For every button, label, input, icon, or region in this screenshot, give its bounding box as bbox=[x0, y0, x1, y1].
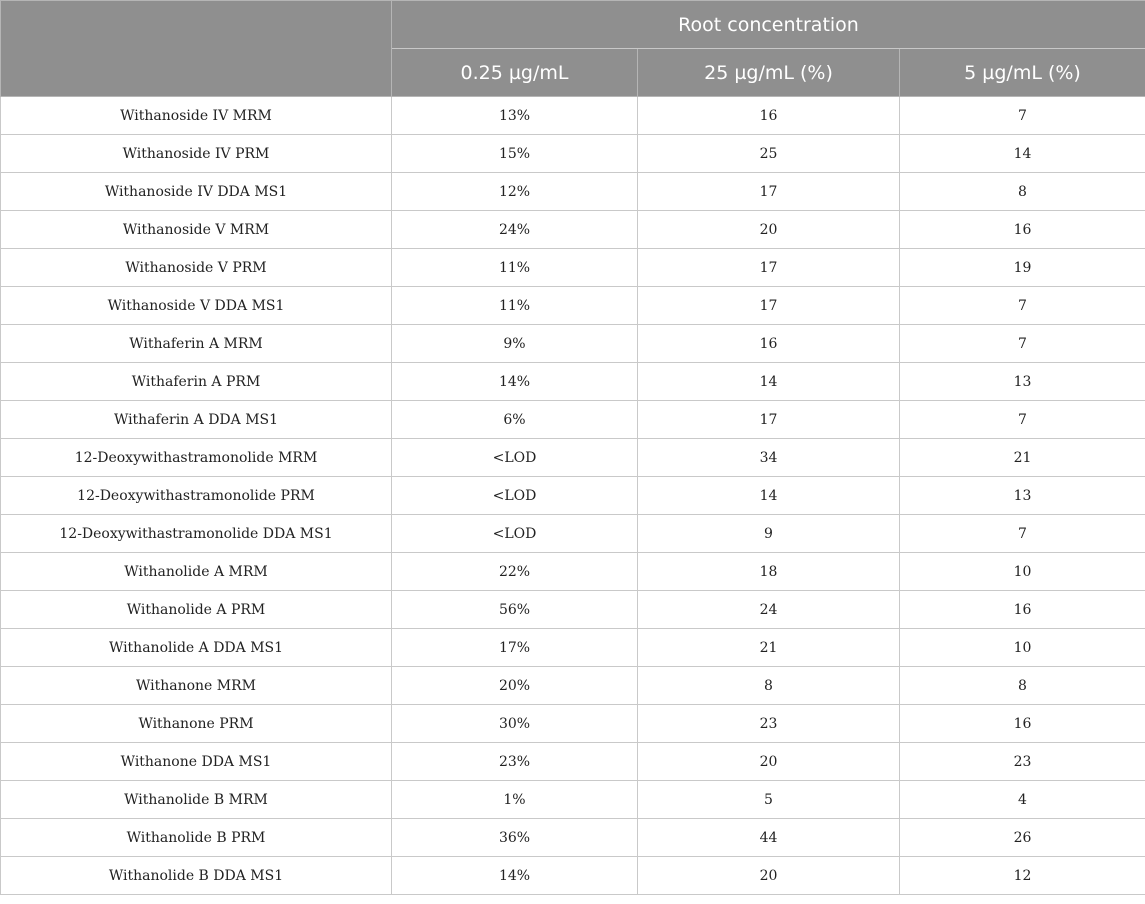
value-25-cell: 20 bbox=[638, 743, 900, 781]
value-5-cell: 10 bbox=[900, 553, 1145, 591]
value-25-cell: 44 bbox=[638, 819, 900, 857]
value-5-cell: 13 bbox=[900, 363, 1145, 401]
value-5-cell: 8 bbox=[900, 667, 1145, 705]
table-row bbox=[1, 819, 1145, 857]
row-label-cell: Withanolide B MRM bbox=[1, 781, 392, 819]
root-concentration-header: Root concentration bbox=[392, 1, 1145, 49]
table-row bbox=[1, 553, 1145, 591]
table-row bbox=[1, 667, 1145, 705]
row-label-cell: Withanoside V DDA MS1 bbox=[1, 287, 392, 325]
value-5-cell: 16 bbox=[900, 211, 1145, 249]
row-label-cell: 12-Deoxywithastramonolide PRM bbox=[1, 477, 392, 515]
value-25-cell: 9 bbox=[638, 515, 900, 553]
column-header-25: 25 µg/mL (%) bbox=[638, 49, 900, 97]
row-label-cell: Withanoside IV MRM bbox=[1, 97, 392, 135]
table-row bbox=[1, 591, 1145, 629]
value-5-cell: 7 bbox=[900, 97, 1145, 135]
table-row bbox=[1, 97, 1145, 135]
row-label-cell: Withanoside IV PRM bbox=[1, 135, 392, 173]
value-0-25-cell: 24% bbox=[392, 211, 638, 249]
row-label-cell: Withanolide A MRM bbox=[1, 553, 392, 591]
value-5-cell: 26 bbox=[900, 819, 1145, 857]
row-label-cell: Withanolide A DDA MS1 bbox=[1, 629, 392, 667]
value-5-cell: 7 bbox=[900, 401, 1145, 439]
table-row bbox=[1, 135, 1145, 173]
value-0-25-cell: 14% bbox=[392, 857, 638, 895]
value-0-25-cell: 17% bbox=[392, 629, 638, 667]
table-row bbox=[1, 743, 1145, 781]
value-5-cell: 21 bbox=[900, 439, 1145, 477]
value-0-25-cell: 6% bbox=[392, 401, 638, 439]
value-5-cell: 23 bbox=[900, 743, 1145, 781]
value-25-cell: 25 bbox=[638, 135, 900, 173]
value-25-cell: 17 bbox=[638, 173, 900, 211]
row-label-cell: Withanolide A PRM bbox=[1, 591, 392, 629]
table-row bbox=[1, 705, 1145, 743]
value-25-cell: 16 bbox=[638, 325, 900, 363]
value-0-25-cell: 23% bbox=[392, 743, 638, 781]
value-0-25-cell: 9% bbox=[392, 325, 638, 363]
value-5-cell: 4 bbox=[900, 781, 1145, 819]
value-25-cell: 14 bbox=[638, 477, 900, 515]
table-row bbox=[1, 477, 1145, 515]
row-label-cell: Withanoside V PRM bbox=[1, 249, 392, 287]
value-25-cell: 5 bbox=[638, 781, 900, 819]
table-row bbox=[1, 173, 1145, 211]
value-5-cell: 19 bbox=[900, 249, 1145, 287]
value-0-25-cell: 12% bbox=[392, 173, 638, 211]
value-25-cell: 16 bbox=[638, 97, 900, 135]
value-0-25-cell: 1% bbox=[392, 781, 638, 819]
value-0-25-cell: 11% bbox=[392, 287, 638, 325]
table-row bbox=[1, 857, 1145, 895]
row-label-cell: Withanoside V MRM bbox=[1, 211, 392, 249]
value-25-cell: 34 bbox=[638, 439, 900, 477]
corner-header-cell bbox=[1, 1, 392, 97]
row-label-cell: Withanone MRM bbox=[1, 667, 392, 705]
row-label-cell: Withanolide B PRM bbox=[1, 819, 392, 857]
value-25-cell: 17 bbox=[638, 401, 900, 439]
value-0-25-cell: 14% bbox=[392, 363, 638, 401]
value-0-25-cell: <LOD bbox=[392, 439, 638, 477]
header-group-row bbox=[1, 1, 1145, 49]
row-label-cell: 12-Deoxywithastramonolide MRM bbox=[1, 439, 392, 477]
column-header-0-25: 0.25 µg/mL bbox=[392, 49, 638, 97]
value-25-cell: 18 bbox=[638, 553, 900, 591]
row-label-cell: Withaferin A PRM bbox=[1, 363, 392, 401]
value-0-25-cell: 13% bbox=[392, 97, 638, 135]
value-5-cell: 12 bbox=[900, 857, 1145, 895]
value-5-cell: 16 bbox=[900, 591, 1145, 629]
row-label-cell: Withanolide B DDA MS1 bbox=[1, 857, 392, 895]
value-0-25-cell: 56% bbox=[392, 591, 638, 629]
value-25-cell: 20 bbox=[638, 857, 900, 895]
table-row bbox=[1, 515, 1145, 553]
value-5-cell: 7 bbox=[900, 325, 1145, 363]
value-5-cell: 7 bbox=[900, 287, 1145, 325]
row-label-cell: Withanone DDA MS1 bbox=[1, 743, 392, 781]
value-5-cell: 14 bbox=[900, 135, 1145, 173]
value-0-25-cell: <LOD bbox=[392, 477, 638, 515]
value-5-cell: 10 bbox=[900, 629, 1145, 667]
table-row bbox=[1, 287, 1145, 325]
value-25-cell: 21 bbox=[638, 629, 900, 667]
value-0-25-cell: <LOD bbox=[392, 515, 638, 553]
table-row bbox=[1, 439, 1145, 477]
table-row bbox=[1, 363, 1145, 401]
value-25-cell: 8 bbox=[638, 667, 900, 705]
row-label-cell: 12-Deoxywithastramonolide DDA MS1 bbox=[1, 515, 392, 553]
row-label-cell: Withanone PRM bbox=[1, 705, 392, 743]
value-0-25-cell: 11% bbox=[392, 249, 638, 287]
value-25-cell: 17 bbox=[638, 249, 900, 287]
value-25-cell: 24 bbox=[638, 591, 900, 629]
table-row bbox=[1, 781, 1145, 819]
value-5-cell: 7 bbox=[900, 515, 1145, 553]
value-25-cell: 17 bbox=[638, 287, 900, 325]
value-0-25-cell: 20% bbox=[392, 667, 638, 705]
value-25-cell: 23 bbox=[638, 705, 900, 743]
table-row bbox=[1, 325, 1145, 363]
table-header bbox=[1, 1, 1145, 97]
value-0-25-cell: 22% bbox=[392, 553, 638, 591]
table-row bbox=[1, 211, 1145, 249]
row-label-cell: Withaferin A MRM bbox=[1, 325, 392, 363]
value-0-25-cell: 30% bbox=[392, 705, 638, 743]
table-row bbox=[1, 249, 1145, 287]
value-5-cell: 13 bbox=[900, 477, 1145, 515]
table-row bbox=[1, 401, 1145, 439]
row-label-cell: Withanoside IV DDA MS1 bbox=[1, 173, 392, 211]
value-0-25-cell: 15% bbox=[392, 135, 638, 173]
value-5-cell: 16 bbox=[900, 705, 1145, 743]
value-25-cell: 20 bbox=[638, 211, 900, 249]
value-0-25-cell: 36% bbox=[392, 819, 638, 857]
row-label-cell: Withaferin A DDA MS1 bbox=[1, 401, 392, 439]
value-5-cell: 8 bbox=[900, 173, 1145, 211]
table-row bbox=[1, 629, 1145, 667]
table-body bbox=[1, 97, 1145, 895]
value-25-cell: 14 bbox=[638, 363, 900, 401]
column-header-5: 5 µg/mL (%) bbox=[900, 49, 1145, 97]
